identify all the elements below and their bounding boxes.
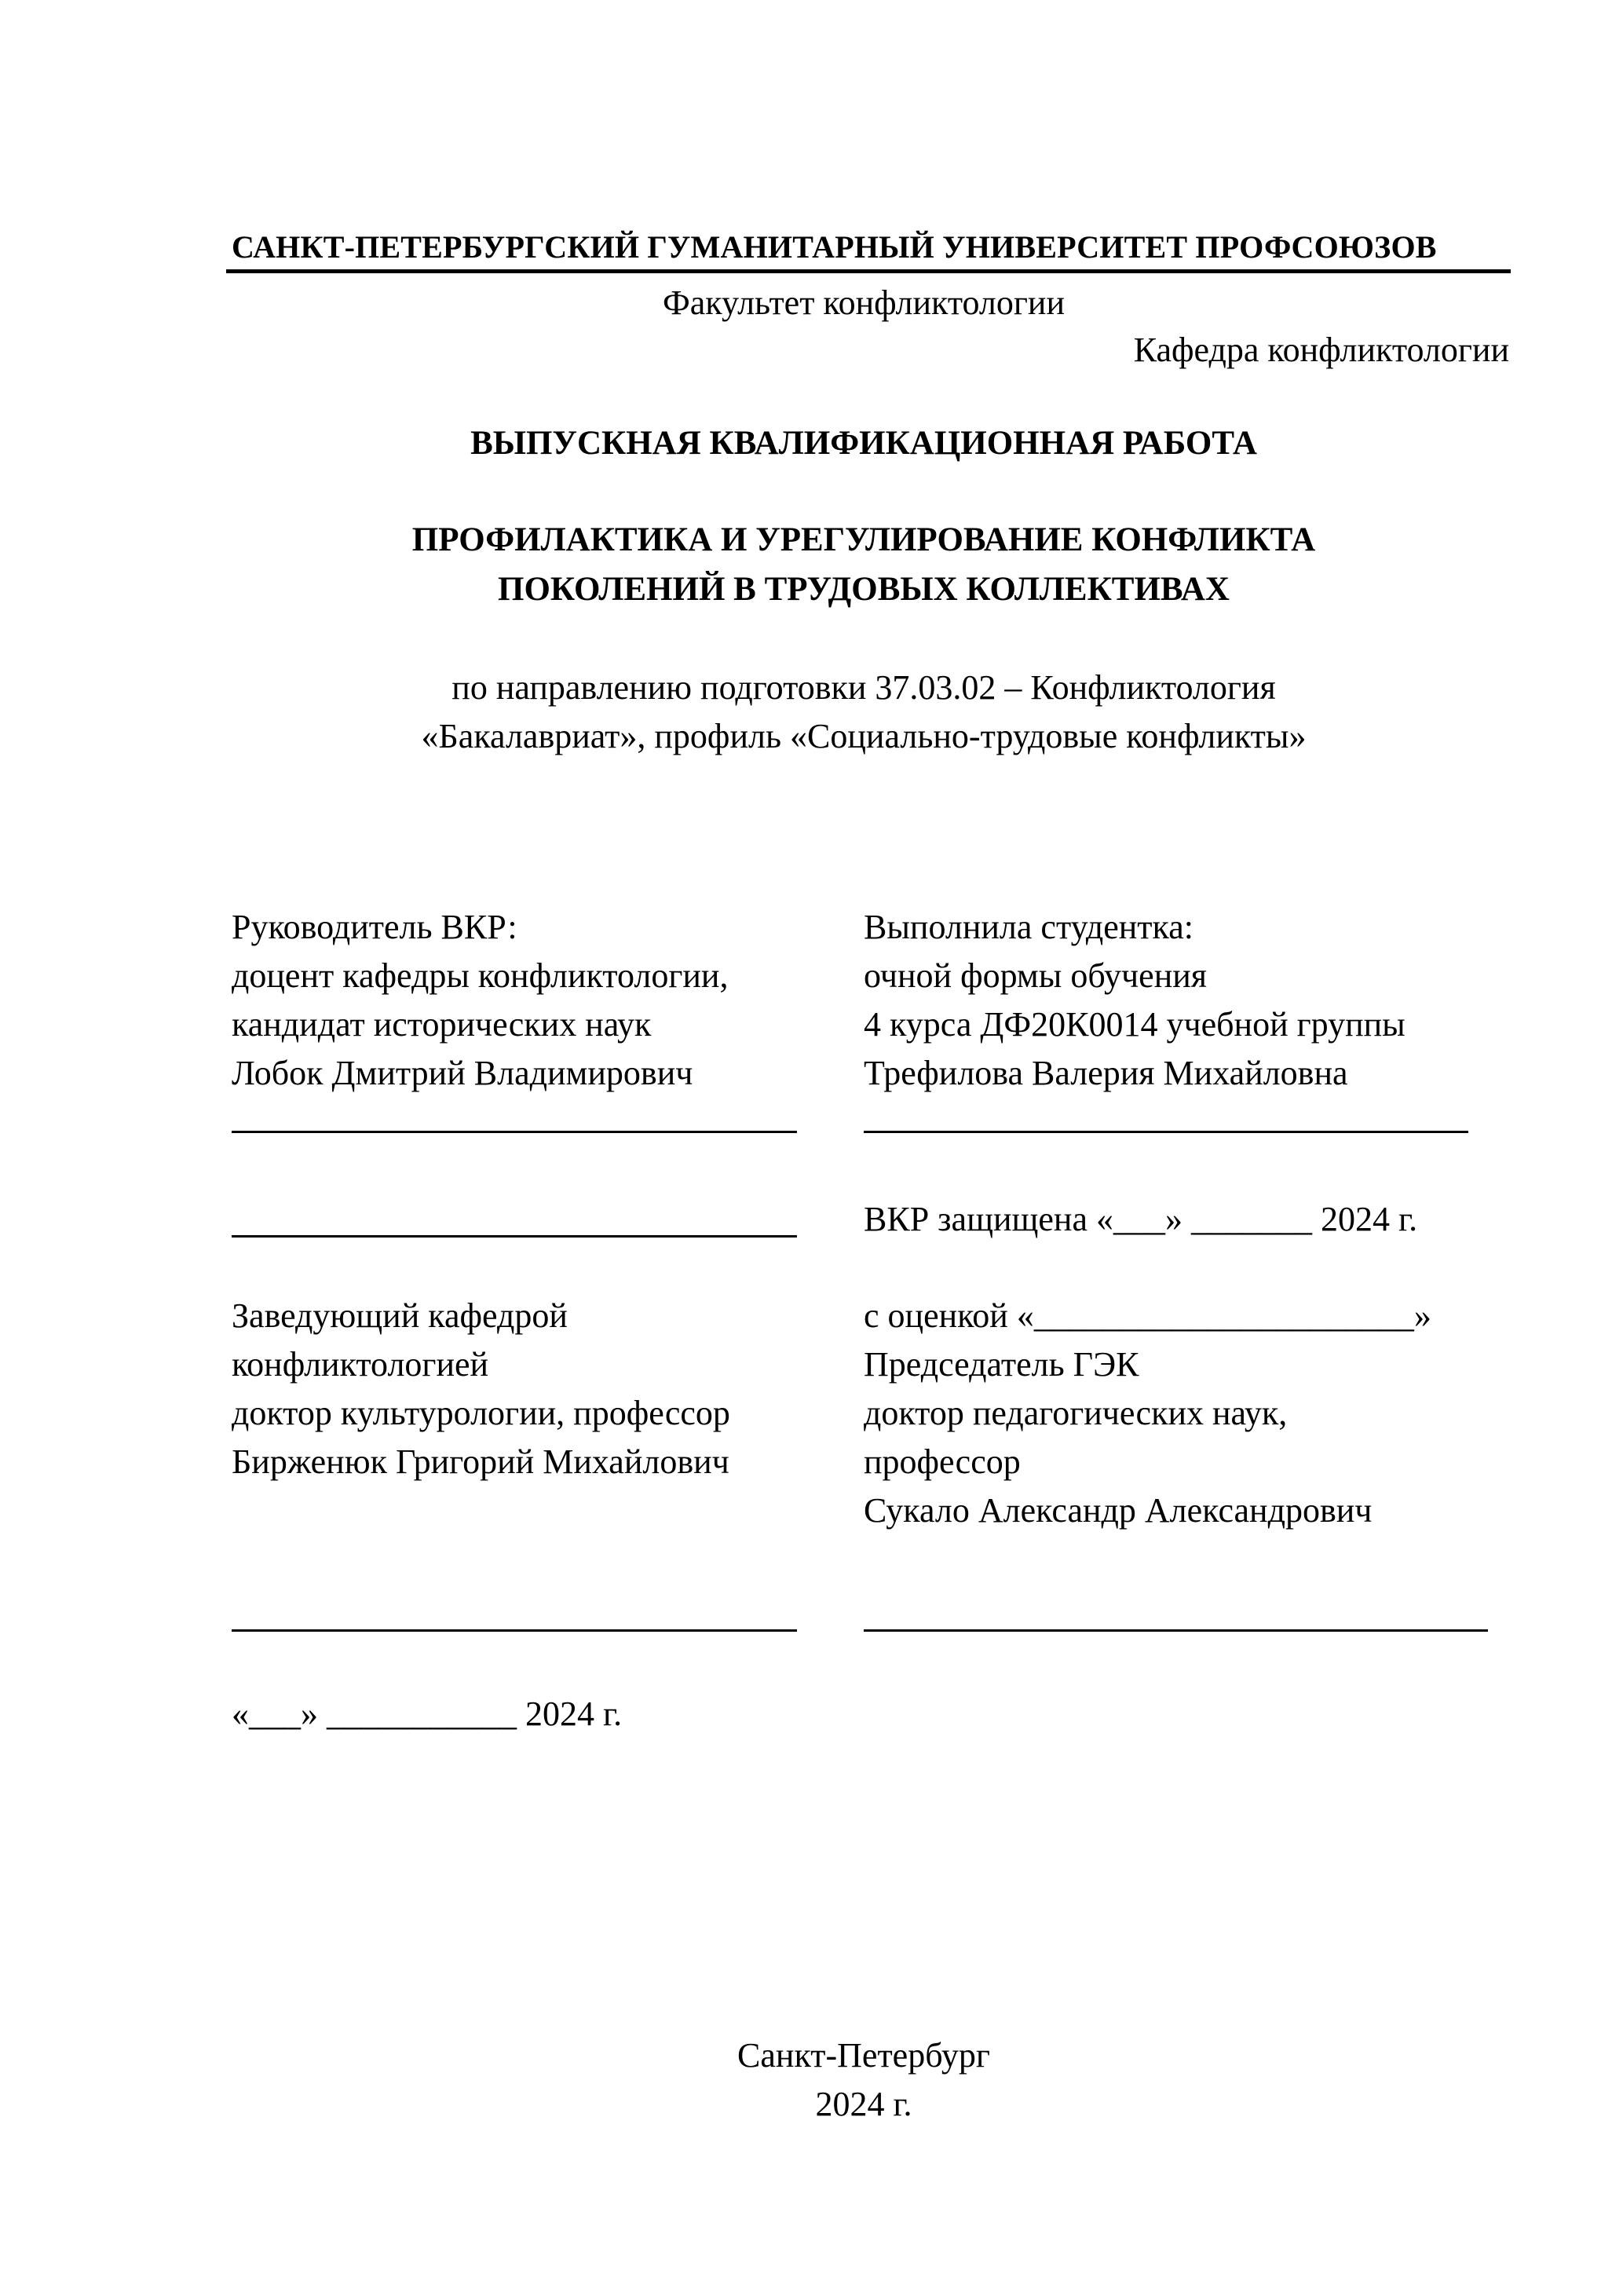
student-name: Трефилова Валерия Михайловна xyxy=(864,1054,1348,1092)
supervisor-block xyxy=(232,903,728,1098)
topic-title-line-1: ПРОФИЛАКТИКА И УРЕГУЛИРОВАНИЕ КОНФЛИКТА xyxy=(411,521,1316,558)
header-rule xyxy=(226,269,1511,273)
year: 2024 г. xyxy=(815,2085,912,2123)
student-form: очной формы обучения xyxy=(864,956,1208,995)
university-name: САНКТ-ПЕТЕРБУРГСКИЙ ГУМАНИТАРНЫЙ УНИВЕРСИТЕТ ПРОФСОЮЗОВ xyxy=(232,229,1437,265)
direction-line-1: по направлению подготовки 37.03.02 – Конфликтология xyxy=(451,668,1276,707)
department-name: Кафедра конфликтологии xyxy=(1133,331,1509,369)
supervisor-name: Лобок Дмитрий Владимирович xyxy=(232,1054,693,1092)
direction-line-2: «Бакалавриат», профиль «Социально-трудовые конфликты» xyxy=(421,717,1307,755)
supervisor-degree: кандидат исторических наук xyxy=(232,1005,652,1044)
city: Санкт-Петербург xyxy=(737,2036,990,2075)
head-position-line-1: Заведующий кафедрой xyxy=(232,1296,568,1335)
student-group: 4 курса ДФ20К0014 учебной группы xyxy=(864,1005,1406,1044)
topic-title-line-2: ПОКОЛЕНИЙ В ТРУДОВЫХ КОЛЛЕКТИВАХ xyxy=(498,571,1230,608)
head-of-department-block xyxy=(232,1292,730,1486)
signature-date: «___» ___________ 2024 г. xyxy=(232,1695,623,1733)
head-degree: доктор культурологии, профессор xyxy=(232,1394,730,1432)
chairman-title: Председатель ГЭК xyxy=(864,1345,1139,1384)
head-position-line-2: конфликтологией xyxy=(232,1345,489,1384)
chairman-degree-line-2: профессор xyxy=(864,1442,1021,1481)
supervisor-signature-line xyxy=(232,1131,797,1133)
head-signature-line xyxy=(232,1629,797,1632)
chairman-name: Сукало Александр Александрович xyxy=(864,1491,1373,1530)
defense-date: ВКР защищена «___» _______ 2024 г. xyxy=(864,1200,1418,1238)
chairman-signature-line xyxy=(864,1629,1488,1632)
supervisor-position: доцент кафедры конфликтологии, xyxy=(232,956,729,995)
student-label: Выполнила студентка: xyxy=(864,908,1193,946)
chairman-block xyxy=(864,1292,1431,1535)
supervisor-second-signature-line xyxy=(232,1235,797,1238)
defense-grade: с оценкой «______________________» xyxy=(864,1296,1431,1335)
head-name: Бирженюк Григорий Михайлович xyxy=(232,1442,729,1481)
work-type-title: ВЫПУСКНАЯ КВАЛИФИКАЦИОННАЯ РАБОТА xyxy=(470,425,1257,462)
faculty-name: Факультет конфликтологии xyxy=(662,283,1065,322)
chairman-degree-line-1: доктор педагогических наук, xyxy=(864,1394,1288,1432)
supervisor-label: Руководитель ВКР: xyxy=(232,908,517,946)
student-signature-line xyxy=(864,1131,1468,1133)
student-block xyxy=(864,903,1406,1098)
